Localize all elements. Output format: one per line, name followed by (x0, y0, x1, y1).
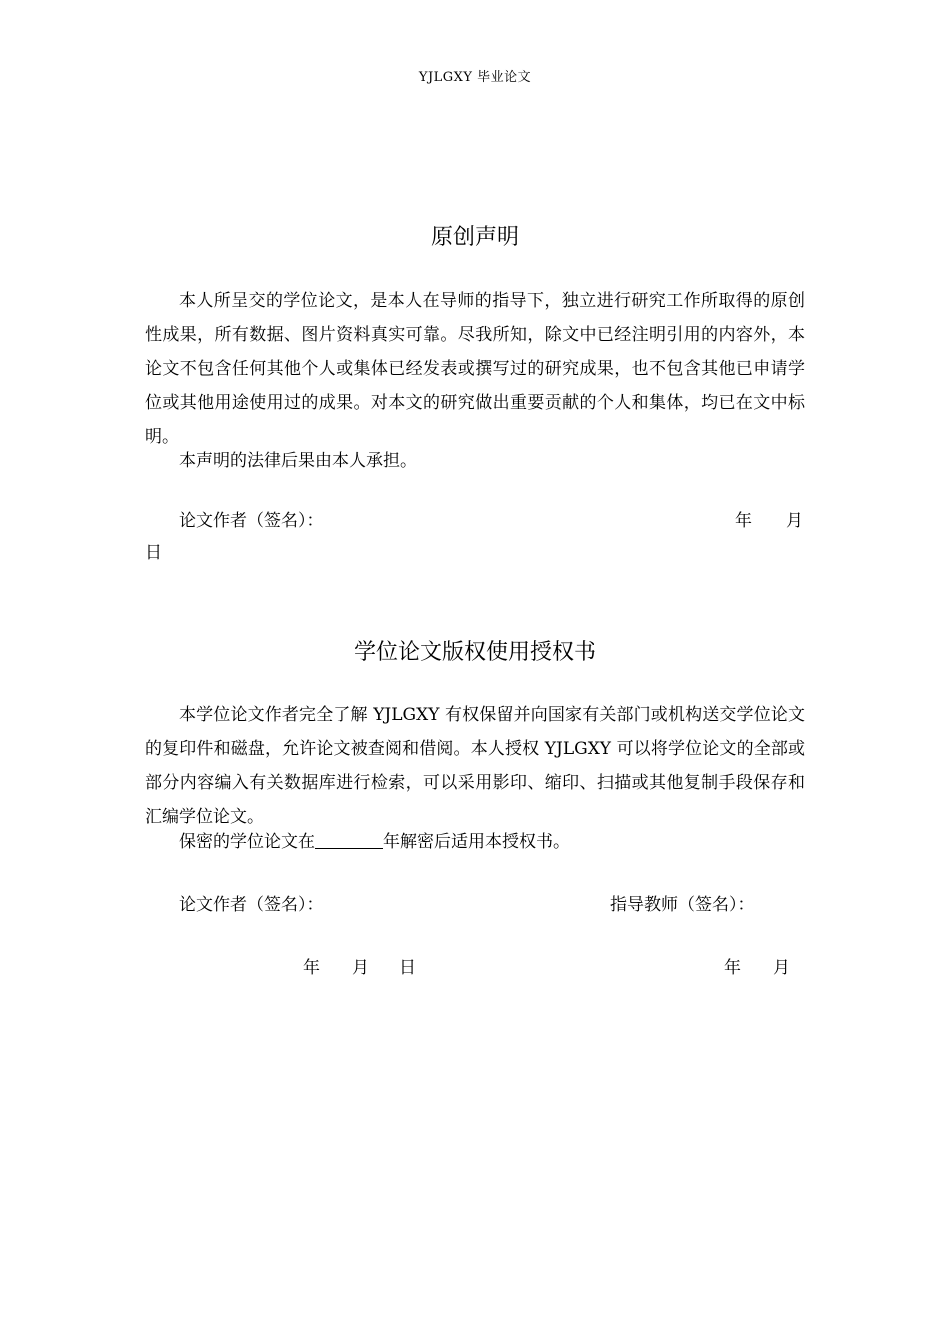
confidential-suffix: 年解密后适用本授权书。 (383, 832, 570, 852)
author-date-day: 日 (399, 958, 416, 978)
authorization-title: 学位论文版权使用授权书 (353, 640, 596, 665)
authorization-advisor-signature-label: 指导教师（签名）： (610, 895, 755, 915)
confidential-years-blank (315, 830, 383, 849)
advisor-date-year: 年 (724, 958, 741, 978)
authorization-author-signature-label: 论文作者（签名）： (179, 895, 324, 915)
declaration-date-month: 月 (786, 511, 803, 531)
confidential-prefix: 保密的学位论文在 (179, 832, 315, 852)
declaration-legal-paragraph: 本声明的法律后果由本人承担。 (179, 451, 417, 471)
author-date-month: 月 (352, 958, 369, 978)
advisor-date-month: 月 (773, 958, 790, 978)
confidential-paragraph (145, 825, 805, 859)
declaration-paragraph: 本人所呈交的学位论文，是本人在导师的指导下，独立进行研究工作所取得的原创性成果，所有数据、图片资料真实可靠。尽我所知，除文中已经注明引用的内容外，本论文不包含任何其他个人或集体已经发表或撰写过的研究成果，也不包含其他已申请学位或其他用途使用过的成果。对本文的研究做出重要贡献的个人和集体，均已在文中标明。 (145, 291, 805, 447)
declaration-author-signature-label: 论文作者（签名）： (179, 511, 324, 531)
authorization-paragraph: 本学位论文作者完全了解 YJLGXY 有权保留并向国家有关部门或机构送交学位论文的复印件和磁盘，允许论文被查阅和借阅。本人授权 YJLGXY 可以将学位论文的全部或部分内容编入有关数据库进行检索，可以采用影印、缩印、扫描或其他复制手段保存和汇编学位论文。 (145, 705, 805, 827)
author-date-year: 年 (303, 958, 320, 978)
declaration-title: 原创声明 (430, 225, 519, 250)
page-header: YJLGXY 毕业论文 (418, 70, 532, 85)
declaration-date-day: 日 (145, 543, 162, 563)
declaration-date-year: 年 (735, 511, 752, 531)
